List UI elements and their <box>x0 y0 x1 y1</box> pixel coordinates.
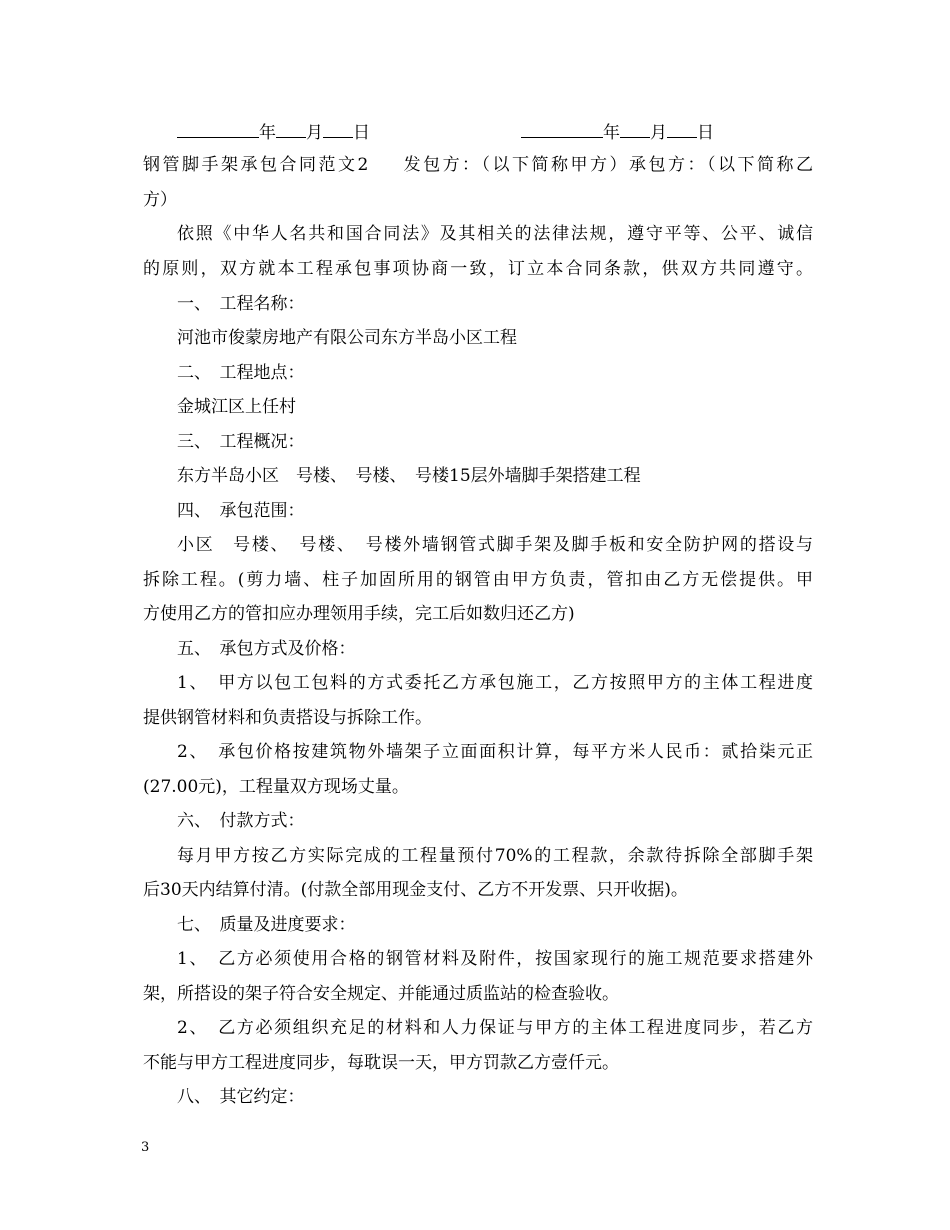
paragraph-line: 2、 乙方必须组织充足的材料和人力保证与甲方的主体工程进度同步，若乙方 <box>177 1018 813 1038</box>
paragraph-line: 拆除工程。(剪力墙、柱子加固所用的钢管由甲方负责，管扣由乙方无偿提供。甲 <box>143 570 813 590</box>
paragraph-line: 每月甲方按乙方实际完成的工程量预付70%的工程款，余款待拆除全部脚手架 <box>177 846 813 866</box>
paragraph-line: (27.00元)，工程量双方现场丈量。 <box>143 777 409 797</box>
section-heading: 五、 承包方式及价格： <box>177 639 356 659</box>
day-blank <box>323 120 353 138</box>
month-blank <box>276 120 306 138</box>
paragraph-line: 2、 承包价格按建筑物外墙架子立面面积计算，每平方米人民币：贰拾柒元正 <box>177 742 813 762</box>
month-label: 月 <box>306 123 323 143</box>
paragraph-line: 东方半岛小区 号楼、 号楼、 号楼15层外墙脚手架搭建工程 <box>177 466 641 486</box>
paragraph-line: 依照《中华人名共和国合同法》及其相关的法律法规，遵守平等、公平、诚信 <box>177 224 813 244</box>
paragraph-line: 的原则，双方就本工程承包事项协商一致，订立本合同条款，供双方共同遵守。 <box>143 259 813 279</box>
paragraph-line: 金城江区上任村 <box>177 397 296 417</box>
section-heading: 四、 承包范围： <box>177 501 305 521</box>
paragraph-line: 1、 甲方以包工包料的方式委托乙方承包施工，乙方按照甲方的主体工程进度 <box>177 673 813 693</box>
section-heading: 二、 工程地点： <box>177 363 305 383</box>
year-label: 年 <box>603 123 620 143</box>
paragraph-line: 不能与甲方工程进度同步，每耽误一天，甲方罚款乙方壹仟元。 <box>143 1053 619 1073</box>
contract-title-line: 钢管脚手架承包合同范文2 发包方：（以下简称甲方）承包方：（以下简称乙 <box>143 155 813 175</box>
paragraph-line: 提供钢管材料和负责搭设与拆除工作。 <box>143 708 432 728</box>
month-label: 月 <box>650 123 667 143</box>
paragraph-line: 小区 号楼、 号楼、 号楼外墙钢管式脚手架及脚手板和安全防护网的搭设与 <box>177 535 813 555</box>
year-blank <box>521 120 603 138</box>
page-number: 3 <box>141 1140 150 1155</box>
paragraph-line: 方使用乙方的管扣应办理领用手续，完工后如数归还乙方) <box>143 604 575 624</box>
paragraph-line: 1、 乙方必须使用合格的钢管材料及附件，按国家现行的施工规范要求搭建外 <box>177 949 813 969</box>
section-heading: 七、 质量及进度要求： <box>177 915 356 935</box>
section-heading: 三、 工程概况： <box>177 432 305 452</box>
paragraph-line: 河池市俊蒙房地产有限公司东方半岛小区工程 <box>177 328 517 348</box>
month-blank <box>620 120 650 138</box>
day-label: 日 <box>697 123 714 143</box>
section-heading: 一、 工程名称： <box>177 294 305 314</box>
signing-date-left <box>177 120 370 145</box>
section-heading: 八、 其它约定： <box>177 1087 305 1107</box>
year-blank <box>177 120 259 138</box>
section-heading: 六、 付款方式： <box>177 811 305 831</box>
day-blank <box>667 120 697 138</box>
paragraph-line: 后30天内结算付清。(付款全部用现金支付、乙方不开发票、只开收据)。 <box>143 880 688 900</box>
paragraph-line: 架，所搭设的架子符合安全规定、并能通过质监站的检查验收。 <box>143 984 619 1004</box>
signing-date-right <box>521 120 714 145</box>
year-label: 年 <box>259 123 276 143</box>
paragraph-line: 方） <box>143 190 177 210</box>
day-label: 日 <box>353 123 370 143</box>
